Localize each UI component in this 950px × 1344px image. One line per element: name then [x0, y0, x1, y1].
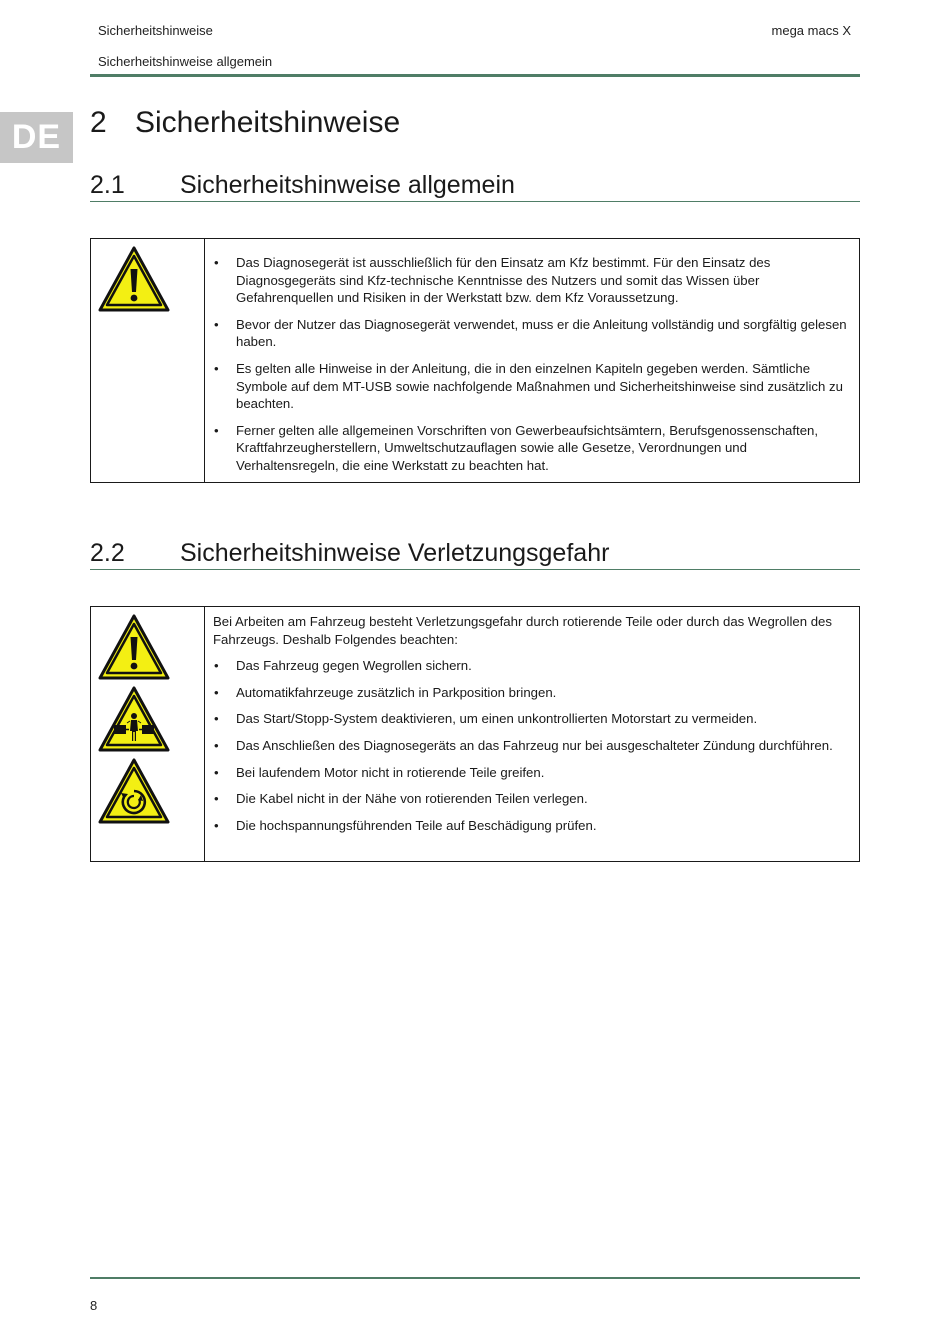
section-1-notice-box [90, 238, 860, 483]
list-item: • Ferner gelten alle allgemeinen Vorschriften von Gewerbeaufsichtsämtern, Berufsgenossenschaften, Kraftfahrzeugherstellern, Umweltschutzauflagen sowie alle Gesetze, Verordnungen und Verhaltensregeln, die eine Werkstatt zu beachten hat. [213, 422, 851, 475]
chapter-number: 2 [90, 106, 107, 139]
header-section: Sicherheitshinweise allgemein [98, 54, 273, 69]
section-2-text [205, 607, 859, 861]
warning-triangle-icon [97, 613, 171, 681]
chapter-heading [90, 106, 400, 140]
section-2-notice-box [90, 606, 860, 862]
section-1-number: 2.1 [90, 171, 125, 199]
section-1-title: Sicherheitshinweise allgemein [180, 171, 515, 199]
header-product: mega macs X [771, 23, 851, 38]
list-item: • Bevor der Nutzer das Diagnosegerät verwendet, muss er die Anleitung vollständig und sorgfältig gelesen haben. [213, 316, 851, 351]
list-item: • Das Fahrzeug gegen Wegrollen sichern. [213, 657, 851, 675]
section-1-text [205, 239, 859, 482]
header-rule [90, 74, 860, 77]
section-2-icons [91, 607, 205, 861]
list-item: • Bei laufendem Motor nicht in rotierende Teile greifen. [213, 764, 851, 782]
crush-hazard-icon [97, 685, 171, 753]
page-number: 8 [90, 1298, 98, 1313]
header-chapter: Sicherheitshinweise [98, 23, 213, 38]
language-tab: DE [0, 112, 73, 163]
list-item: • Das Anschließen des Diagnosegeräts an das Fahrzeug nur bei ausgeschalteter Zündung durchführen. [213, 737, 851, 755]
section-2-intro: Bei Arbeiten am Fahrzeug besteht Verletzungsgefahr durch rotierende Teile oder durch das Wegrollen des Fahrzeugs. Deshalb Folgendes beachten: [213, 614, 832, 647]
section-1-icons [91, 239, 205, 482]
list-item: • Das Start/Stopp-System deaktivieren, um einen unkontrollierten Motorstart zu vermeiden. [213, 710, 851, 728]
section-2-number: 2.2 [90, 539, 125, 567]
rotating-parts-icon [97, 757, 171, 825]
section-1-heading [90, 171, 860, 202]
chapter-title: Sicherheitshinweise [135, 106, 401, 139]
list-item: • Die hochspannungsführenden Teile auf Beschädigung prüfen. [213, 817, 851, 835]
list-item: • Es gelten alle Hinweise in der Anleitung, die in den einzelnen Kapiteln gegeben werden. Sämtliche Symbole auf dem MT-USB sowie nachfolgende Maßnahmen und Sicherheitshinweise sind zusätzlich zu beachten. [213, 360, 851, 413]
list-item: • Das Diagnosegerät ist ausschließlich für den Einsatz am Kfz bestimmt. Für den Einsatz des Diagnosgegeräts sind Kfz-technische Kenntnisse des Nutzers und somit das Wissen über Gefahrenquellen und Risiken in der Werkstatt bzw. dem Kfz Voraussetzung. [213, 254, 851, 307]
section-2-title: Sicherheitshinweise Verletzungsgefahr [180, 539, 610, 567]
list-item: • Die Kabel nicht in der Nähe von rotierenden Teilen verlegen. [213, 790, 851, 808]
list-item: • Automatikfahrzeuge zusätzlich in Parkposition bringen. [213, 684, 851, 702]
warning-triangle-icon [97, 245, 171, 313]
section-2-heading [90, 539, 860, 570]
footer-rule [90, 1277, 860, 1279]
